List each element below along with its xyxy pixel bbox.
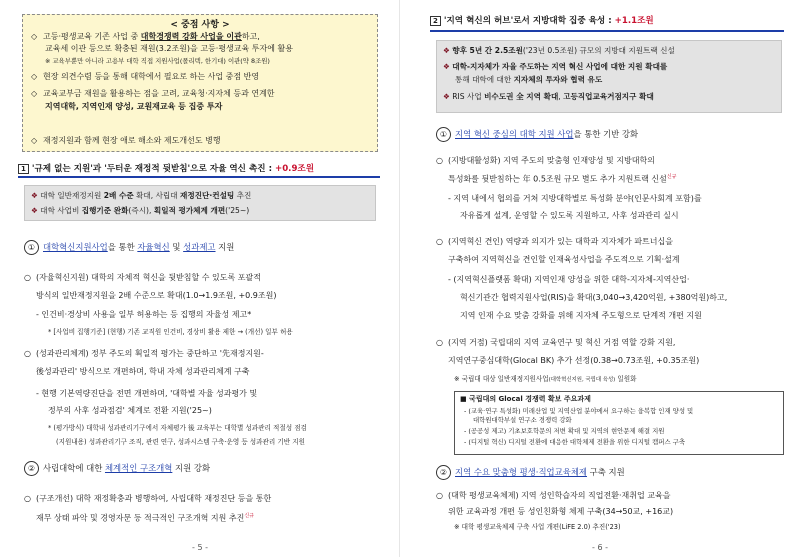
circled-number: ① bbox=[24, 240, 39, 255]
sub2-part-c: 지원 강화 bbox=[172, 463, 211, 473]
summary-3-d: 고등직업교육거점지구 확대 bbox=[563, 92, 654, 101]
circle-bullet-icon: ○ bbox=[24, 494, 31, 503]
sub2-part-b: 체계적인 구조개혁 bbox=[104, 463, 173, 473]
section-amount: +1.1조원 bbox=[614, 16, 654, 26]
para-1-note: * [사업비 집행기준] (현행) 기존 교직원 인건비, 경상비 활용 제한 → (개선) 일부 허용 bbox=[48, 328, 293, 336]
sub2-part-a: 지역 수요 맞춤형 평생·직업교육체제 bbox=[455, 467, 588, 477]
q1-line-2 bbox=[448, 172, 676, 185]
key-point-1-note: ※ 교육부뿐만 아니라 고용부 대학 직접 지원사업(폴리텍, 한기대) 이관(약 8조원) bbox=[45, 57, 270, 65]
summary-line-3 bbox=[443, 91, 654, 102]
circled-number: ② bbox=[436, 465, 451, 480]
glocal-task-2: - (공공성 제고) 기초보호학문의 저변 확대 및 지역의 현안문제 해결 지원 bbox=[464, 427, 665, 435]
sub2-part-b: 구축 지원 bbox=[587, 467, 625, 477]
q3-line-2-text: 지역연구중심대학 bbox=[448, 356, 510, 365]
key-point-1-cont: 교육세 이관 등으로 확충된 재원(3.2조원)을 고등·평생교육 투자에 활용 bbox=[45, 44, 293, 53]
para-1-line-1-text: (자율혁신지원) 대학의 자체적 혁신을 뒷받침할 수 있도록 포괄적 bbox=[36, 273, 261, 282]
summary-line-2-cont bbox=[455, 74, 602, 85]
section-2-header bbox=[430, 14, 654, 26]
circled-number: ① bbox=[436, 127, 451, 142]
key-point-3-text: 교육교부금 재원을 활용하는 점을 고려, 교육청·지자체 등과 연계한 bbox=[43, 89, 275, 98]
q1-line-3 bbox=[448, 193, 702, 204]
diamond-icon: ◇ bbox=[31, 32, 38, 41]
para-3-line-1 bbox=[24, 493, 271, 504]
key-point-1 bbox=[31, 31, 373, 42]
q2-line-4-small: (3,040→3,420억원, +380억원) bbox=[592, 293, 710, 302]
sub1-part-e: 성과제고 bbox=[183, 242, 216, 252]
summary-1-a: 대학 일반재정지원 bbox=[40, 191, 104, 200]
key-point-4-text: 재정지원과 함께 현장 애로 해소와 제도개선도 병행 bbox=[43, 136, 221, 145]
diamond-icon: ◇ bbox=[31, 89, 38, 98]
q2-line-4 bbox=[460, 292, 727, 303]
para-2-note-2: (지원내용) 성과관리기구 조직, 관련 연구, 성과시스템 구축·운영 등 성과관리 기반 지원 bbox=[56, 438, 305, 446]
summary-line-1 bbox=[31, 190, 251, 201]
para-2-line-4: 정부의 사후 성과점검' 체계로 전환 지원('25~) bbox=[48, 406, 212, 415]
summary-line-2 bbox=[443, 61, 667, 72]
q1-line-3-small: (인문사회계 포함) bbox=[630, 194, 694, 203]
summary-1-c: 확대, 사립대 bbox=[133, 191, 181, 200]
section-1-header bbox=[18, 162, 314, 174]
circle-bullet-icon: ○ bbox=[436, 237, 443, 246]
summary-1-b: ('23년 0.5조원) bbox=[522, 46, 578, 55]
q3-note bbox=[454, 374, 636, 386]
para-1-line-3: - 인건비·경상비 사용을 일부 허용하는 등 집행의 자율성 제고* bbox=[36, 310, 252, 319]
r1-line-1-text: (대학 평생교육체제) 지역 성인학습자의 직업전환·재취업 교육을 bbox=[448, 491, 671, 500]
circle-bullet-icon: ○ bbox=[436, 491, 443, 500]
para-1-line-1 bbox=[24, 272, 261, 283]
para-3-line-1-text: (구조개선) 대학 재정확충과 병행하여, 사립대학 재정진단 등을 통한 bbox=[36, 494, 272, 503]
r1-line-2-text: 위한 교육과정 개편 등 성인친화형 체제 구축 bbox=[448, 507, 603, 516]
para-2-line-1-text: (성과관리체계) 정부 주도의 획일적 평가는 중단하고 '先재정지원- bbox=[36, 349, 264, 358]
para-2-note-1: * (평가방식) 대학내 성과관리기구에서 자체평가 後 교육부는 대학별 성과관리 적절성 점검 bbox=[48, 424, 307, 432]
q1-line-4: 자유롭게 설계, 운영할 수 있도록 지원하고, 사후 성과관리 실시 bbox=[460, 211, 679, 220]
sub2-part-a: 사립대학에 대한 bbox=[43, 463, 105, 473]
summary-2-a: 대학 사업비 bbox=[40, 206, 82, 215]
section-title: '규제 없는 지원'과 '두터운 재정적 뒷받침'으로 자율 역신 촉진 : bbox=[31, 164, 275, 174]
q3-note-text: ※ 국립대 대상 일반재정지원사업 bbox=[454, 375, 549, 383]
key-point-4 bbox=[31, 135, 373, 146]
key-point-2-text: 현장 의견수렴 등을 통해 대학에서 필요로 하는 사업 중점 반영 bbox=[43, 72, 260, 81]
para-3-line-2-text: 재무 상태 파악 및 경영자문 등 적극적인 구조개혁 지원 추진 bbox=[36, 513, 245, 523]
q2-line-2: 구축하여 지역혁신을 견인할 인재육성사업을 주도적으로 기획·설계 bbox=[448, 255, 680, 264]
para-1-line-2-small: (1.0→1.9조원, +0.9조원) bbox=[182, 291, 277, 300]
q3-note-small: (대학혁신지원, 국립대 육성) bbox=[548, 377, 616, 383]
page-number: - 5 - bbox=[192, 543, 208, 552]
section-1-underline bbox=[18, 176, 380, 178]
summary-2-c: (즉시), bbox=[128, 206, 154, 215]
key-point-3 bbox=[31, 88, 373, 99]
key-point-3-cont: 지역대학, 지역인재 양성, 교원재교육 등 집중 투자 bbox=[45, 102, 223, 111]
diamond-icon: ◇ bbox=[31, 136, 38, 145]
q1-line-1-text: (지방대활성화) 지역 주도의 맞춤형 인재양성 및 지방대학의 bbox=[448, 156, 655, 165]
q2-line-1 bbox=[436, 236, 673, 247]
sub1-part-a: 지역 혁신 중심의 대학 지원 사업 bbox=[455, 129, 574, 139]
summary-1-d: 재정진단·컨설팅 bbox=[180, 191, 235, 200]
sub1-part-b: 을 통한 bbox=[107, 242, 138, 252]
sub1-part-b: 을 통한 기반 강화 bbox=[573, 129, 639, 139]
para-2-line-1 bbox=[24, 348, 264, 359]
q1-line-3-end: 를 bbox=[693, 194, 702, 203]
q3-line-2 bbox=[448, 355, 699, 366]
summary-2-c: 지자체의 투자와 협력 유도 bbox=[513, 75, 603, 84]
summary-3-b: 비수도권 全 지역 확대 bbox=[484, 92, 559, 101]
diamond-bullet-icon: ❖ bbox=[31, 206, 38, 215]
para-1-line-2-text: 방식의 일반재정지원을 2배 수준으로 확대 bbox=[36, 291, 183, 300]
summary-2-b: 집행기준 완화 bbox=[81, 206, 129, 215]
q1-line-1 bbox=[436, 155, 655, 166]
q3-line-2-small: (Glocal BK) bbox=[509, 356, 555, 365]
q3-line-1-text: (지역 거점) 국립대의 지역 교육연구 및 혁신 거점 역할 강화 지원, bbox=[448, 338, 676, 347]
section-1-summary-box bbox=[24, 185, 376, 221]
q1-line-2-text: 특성화를 뒷받침하는 年 0.5조원 규모 별도 추가 지원트랙 신설 bbox=[448, 174, 667, 184]
section-2-summary-box bbox=[436, 40, 782, 113]
circle-bullet-icon: ○ bbox=[24, 349, 31, 358]
para-2-line-3: - 현행 기본역량진단을 전면 개편하며, '대학별 자율 성과평가 및 bbox=[36, 389, 258, 398]
circle-bullet-icon: ○ bbox=[436, 338, 443, 347]
q2-line-5: 지역 인재 수요 맞춤 강화를 위해 지자체 주도형으로 단계적 개편 지원 bbox=[460, 311, 702, 320]
key-point-1-text-c: 하고, bbox=[241, 32, 260, 41]
q3-line-2-b: 추가 선정 bbox=[554, 356, 591, 365]
summary-1-e: 추진 bbox=[234, 191, 252, 200]
glocal-task-1-cont: 대학원대학부설 연구소 경쟁력 강화 bbox=[473, 416, 572, 424]
r1-line-1 bbox=[436, 490, 670, 501]
summary-1-a: 향후 5년 간 2.5조원 bbox=[452, 46, 523, 55]
summary-2-d: 획일적 평가체계 개편 bbox=[153, 206, 226, 215]
summary-1-b: 2배 수준 bbox=[103, 191, 134, 200]
new-badge: 신규 bbox=[244, 513, 255, 519]
sub1-part-c: 자율혁신 bbox=[137, 242, 170, 252]
summary-1-c: 규모의 지방대 지원트랙 신설 bbox=[577, 46, 675, 55]
section-title: '지역 혁신의 허브'로서 지방대학 집중 육성 : bbox=[443, 16, 615, 26]
sub1-part-f: 지원 bbox=[215, 242, 235, 252]
summary-line-1 bbox=[443, 45, 675, 56]
key-point-2 bbox=[31, 71, 373, 82]
para-1-line-2 bbox=[36, 290, 276, 301]
key-point-1-text-a: 고등·평생교육 기존 사업 중 bbox=[43, 32, 141, 41]
summary-2-b: 통해 대학에 대한 bbox=[455, 75, 514, 84]
summary-line-2 bbox=[31, 205, 249, 216]
r1-line-2-small: (34→50교, +16교) bbox=[602, 507, 674, 516]
new-badge: 신규 bbox=[666, 174, 677, 180]
section-amount: +0.9조원 bbox=[275, 164, 315, 174]
q2-line-4-end: 하고, bbox=[709, 293, 728, 302]
diamond-bullet-icon: ❖ bbox=[443, 92, 450, 101]
subsection-2-heading bbox=[24, 461, 210, 476]
q1-line-3-text: - 지역 내에서 협의를 거쳐 지방대학별로 특성화 분야 bbox=[448, 194, 631, 203]
subsection-1-heading bbox=[24, 240, 234, 255]
r1-line-2 bbox=[448, 506, 673, 517]
summary-2-e: ('25~) bbox=[225, 206, 250, 215]
key-point-1-text-b: 대학경쟁력 강화 사업을 이관 bbox=[140, 32, 242, 41]
q3-line-1 bbox=[436, 337, 675, 348]
section-number: 2 bbox=[430, 16, 441, 26]
section-2-underline bbox=[430, 30, 784, 32]
glocal-tasks-box bbox=[454, 391, 784, 455]
diamond-icon: ◇ bbox=[31, 72, 38, 81]
r1-note: ※ 대학 평생교육체제 구축 사업 개편(LiFE 2.0) 추진('23) bbox=[454, 523, 621, 531]
q3-line-2-small2: (0.38→0.73조원, +0.35조원) bbox=[590, 356, 700, 365]
key-points-box bbox=[22, 14, 378, 152]
sub1-part-a: 대학혁신지원사업 bbox=[43, 242, 108, 252]
q2-line-3: - (지역혁신플랫폼 확대) 지역인재 양성을 위한 대학-지자체-지역산업· bbox=[448, 275, 690, 284]
summary-2-a: 대학-지자체가 자율 주도하는 지역 혁신 사업에 대한 지원 확대를 bbox=[452, 62, 668, 71]
q3-note-end: 일원화 bbox=[615, 375, 637, 383]
q2-line-1-text: (지역혁신 견인) 역량과 의지가 있는 대학과 지자체가 파트너십을 bbox=[448, 237, 673, 246]
glocal-task-1: - (교육·연구 특성화) 미래산업 및 지역산업 분야에서 요구하는 융복합 인재 양성 및 bbox=[464, 407, 694, 415]
diamond-bullet-icon: ❖ bbox=[31, 191, 38, 200]
circle-bullet-icon: ○ bbox=[24, 273, 31, 282]
right-page bbox=[400, 0, 800, 557]
key-points-title: < 중점 사항 > bbox=[170, 20, 230, 30]
q2-line-4-text: 혁신기관간 협력지원사업(RIS)을 확대 bbox=[460, 293, 593, 302]
para-3-line-2 bbox=[36, 511, 254, 524]
subsection-2-heading bbox=[436, 465, 625, 480]
circle-bullet-icon: ○ bbox=[436, 156, 443, 165]
diamond-bullet-icon: ❖ bbox=[443, 62, 450, 71]
circled-number: ② bbox=[24, 461, 39, 476]
glocal-tasks-title: ■ 국립대의 Glocal 경쟁력 확보 주요과제 bbox=[460, 395, 591, 403]
subsection-1-heading bbox=[436, 127, 638, 142]
glocal-task-3: - (디지털 혁신) 디지털 전환에 대응한 대학체제 전환을 위한 디지털 캠퍼스 구축 bbox=[464, 438, 686, 446]
page-number: - 6 - bbox=[592, 543, 608, 552]
diamond-bullet-icon: ❖ bbox=[443, 46, 450, 55]
sub1-part-d: 및 bbox=[169, 242, 184, 252]
summary-3-a: RIS 사업 bbox=[452, 92, 485, 101]
para-2-line-2: 後성과관리' 방식으로 개편하며, 학내 자체 성과관리체계 구축 bbox=[36, 367, 250, 376]
summary-3-c: , bbox=[558, 92, 564, 101]
section-number: 1 bbox=[18, 164, 29, 174]
